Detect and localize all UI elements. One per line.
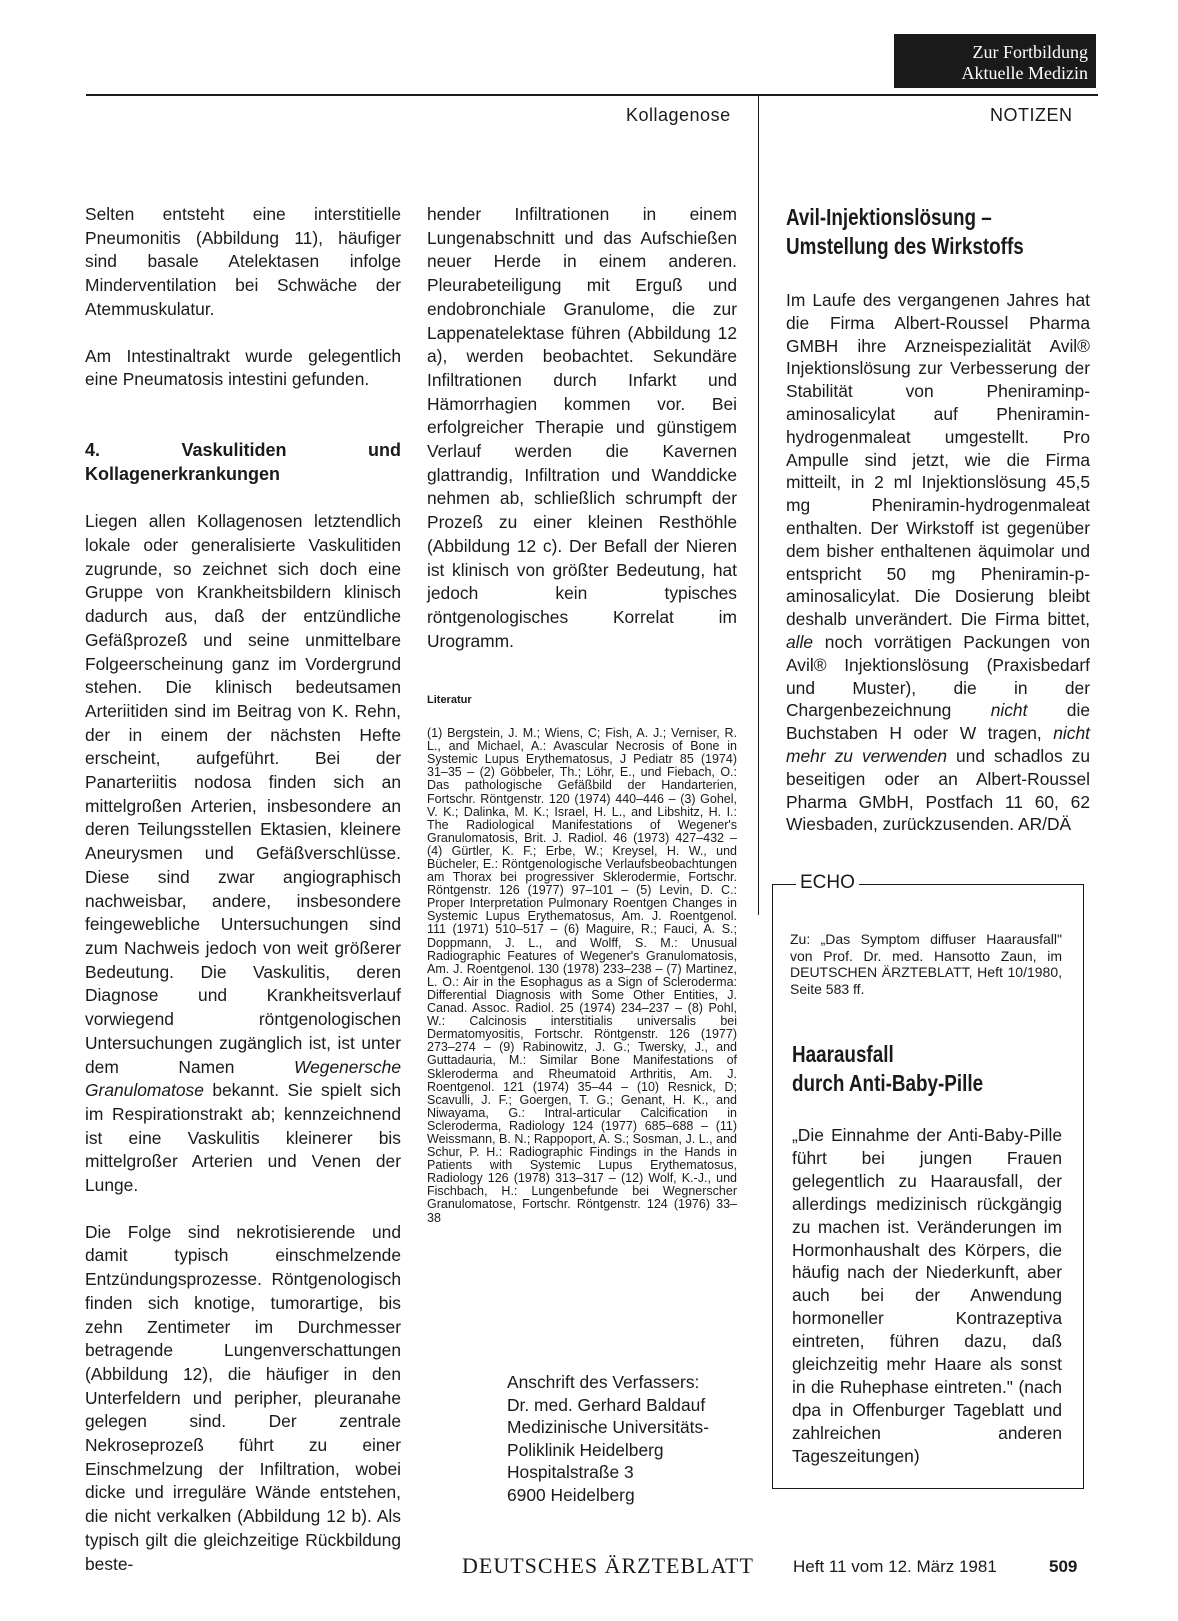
page-number: 509 <box>1049 1557 1078 1576</box>
notiz-headline-1: Avil-Injektionslösung – <box>786 204 992 230</box>
badge-line-2: Aktuelle Medizin <box>961 63 1088 83</box>
author-address: Anschrift des Verfassers: Dr. med. Gerhard Baldauf Medizinische Universitäts- Poliklinik Heidelberg Hospitalstraße 3 6900 Heidelberg <box>507 1372 709 1505</box>
running-head-right: NOTIZEN <box>990 105 1073 125</box>
notiz-body: Im Laufe des vergangenen Jahres hat die Firma Albert-Roussel Pharma GMBH ihre Arzneispezialität Avil® Injektionslösung zur Verbesserung der Stabilität von Pheniraminp-aminosalicylat auf Pheniramin-hydrogenmaleat umgestellt. Pro Ampulle sind jetzt, wie die Firma mitteilt, in 2 ml Injektionslösung 45,5 mg Pheniramin-hydrogenmaleat enthalten. Der Wirkstoff ist gegenüber dem bisher enthaltenen äquimolar und entspricht 50 mg Pheniramin-p-aminosalicylat. Die Dosierung bleibt deshalb unverändert. Die Firma bittet, alle noch vorrätigen Packungen von Avil® Injektionslösung (Praxisbedarf und Muster), die in der Chargenbezeichnung nicht die Buchstaben H oder W tragen, nicht mehr zu verwenden und schadlos zu beseitigen oder an Albert-Roussel Pharma GMbH, Postfach 11 60, 62 Wiesbaden, zurückzusenden. AR/DÄ <box>786 290 1090 835</box>
paragraph: Am Intestinaltrakt wurde gelegentlich eine Pneumatosis intestini gefunden. <box>85 345 401 390</box>
paragraph: Die Folge sind nekrotisierende und damit typisch einschmelzende Entzündungsprozesse. Röntgenologisch finden sich knotige, tumorartige, bis zehn Zentimeter im Durchmesser betragende Lungenverschattungen (Abbildung 12), die häufiger in den Unterfeldern und peripher, pleuranahe gelegen sind. Der zentrale Nekroseprozeß führt zu einer Einschmelzung der Infiltration, wobei dicke und irreguläre Wände entstehen, die nicht verkalken (Abbildung 12 b). Als typisch gilt die gleichzeitige Rückbildung beste- <box>85 1221 401 1574</box>
article-column-1 <box>85 203 401 1576</box>
notizen-column <box>786 203 1090 836</box>
running-head-left: Kollagenose <box>626 105 731 125</box>
article-column-2 <box>427 203 737 1225</box>
header-rule <box>86 94 1098 96</box>
column-divider <box>758 95 759 915</box>
section-badge <box>894 34 1096 88</box>
section-heading: 4. Vaskulitiden und Kollagenerkrankungen <box>85 439 401 484</box>
literature-heading: Literatur <box>427 694 472 707</box>
badge-line-1: Zur Fortbildung <box>972 42 1088 62</box>
paragraph: hender Infiltrationen in einem Lungenabschnitt und das Aufschießen neuer Herde in einem anderen. Pleurabeteiligung mit Erguß und endobronchiale Granulome, die zur Lappenatelektase führen (Abbildung 12 a), werden beobachtet. Sekundäre Infiltrationen durch Infarkt und Hämorrhagien kommen vor. Bei erfolgreicher Therapie und günstigem Verlauf werden die Kavernen glattrandig, Infiltration und Wanddicke nehmen ab, schließlich schrumpft der Prozeß zu einer kleinen Resthöhle (Abbildung 12 c). Der Befall der Nieren ist klinisch von größter Bedeutung, hat jedoch kein typisches röntgenologisches Korrelat im Urogramm. <box>427 204 737 651</box>
echo-label: ECHO <box>796 872 859 894</box>
paragraph: Selten entsteht eine interstitielle Pneumonitis (Abbildung 11), häufiger sind basale Atelektasen infolge Minderventilation bei Schwäche der Atemmuskulatur. <box>85 204 401 319</box>
paragraph: Liegen allen Kollagenosen letztendlich lokale oder generalisierte Vaskulitiden zugrunde, so zeichnet sich doch eine Gruppe von Krankheitsbildern klinisch dadurch aus, daß der entzündliche Gefäßprozeß und seine unmittelbare Folgeerscheinung ganz im Vordergrund stehen. Die klinisch bedeutsamen Arteriitiden sind im Beitrag von K. Rehn, der in einem der nächsten Hefte erscheint, aufgeführt. Bei der Panarteriitis nodosa finden sich an mittelgroßen Arterien, insbesondere an deren Teilungsstellen Ektasien, kleinere Aneurysmen und Gefäßverschlüsse. Diese sind zwar angiographisch nachweisbar, andere, insbesondere feingewebliche Untersuchungen sind zum Nachweis jedoch von weit größerer Bedeutung. Die Vaskulitis, deren Diagnose und Krankheitsverlauf vorwiegend röntgenologischen Untersuchungen zugänglich ist, ist unter dem Namen Wegenersche Granulomatose bekannt. Sie spielt sich im Respirationstrakt ab; kennzeichnend ist eine Vaskulitis kleinerer bis mittelgroßer Arterien und Venen der Lunge. <box>85 511 401 1196</box>
literature-list: (1) Bergstein, J. M.; Wiens, C; Fish, A. J.; Verniser, R. L., and Michael, A.: Avascular Necrosis of Bone in Systemic Lupus Erythematosus, J Pediatr 85 (1974) 31–35 – (2) Göbbeler, Th.; Löhr, E., und Fiebach, O.: Das pathologische Gefäßbild der Handarterien, Fortschr. Röntgenstr. 120 (1974) 440–446 – (3) Gohel, V. K.; Dalinka, M. K.; Israel, H. L., and Libshitz, H. I.: The Radiological Manifestations of Wegener's Granulomatosis, Brit. J. Radiol. 46 (1973) 427–432 – (4) Gürtler, K. F.; Erbe, W.; Kreysel, H. W., und Bücheler, E.: Röntgenologische Verlaufsbeobachtungen am Thorax bei progressiver Sklerodermie, Fortschr. Röntgenstr. 126 (1977) 97–101 – (5) Levin, D. C.: Proper Interpretation Pulmonary Roentgen Changes in Systemic Lupus Erythematosus, Am. J. Roentgenol. 111 (1971) 510–517 – (6) Maguire, R.; Fauci, A. S.; Doppmann, J. L., and Wolff, S. M.: Unusual Radiographic Features of Wegener's Granulomatosis, Am. J. Roentgenol. 130 (1978) 233–238 – (7) Martinez, L. O.: Air in the Esophagus as a Sign of Scleroderma: Differential Diagnosis with Some Other Entities, J. Canad. Assoc. Radiol. 25 (1974) 234–237 – (8) Pohl, W.: Calcinosis interstitialis universalis bei Dermatomyositis, Fortschr. Röntgenstr. 126 (1977) 273–274 – (9) Rabinowitz, J. G.; Twersky, J., and Guttadauria, M.: Similar Bone Manifestations of Skleroderma and Rheumatoid Arthritis, Am. J. Roentgenol. 121 (1974) 35–44 – (10) Resnick, D; Scavulli, J. F.; Goergen, T. G.; Genant, H. K., and Niwayama, G.: Intral-articular Calcification in Scleroderma, Radiology 124 (1977) 685–688 – (11) Weissmann, B. N.; Rappoport, A. S.; Sosman, J. L., and Schur, P. H.: Radiographic Findings in the Hands in Patients with Systemic Lupus Erythematosus, Radiology 126 (1978) 313–317 – (12) Wolf, K.-J., und Fischbach, H.: Lungenbefunde bei Wegnerscher Granulomatose, Fortschr. Röntgenstr. 124 (1976) 33–38 <box>427 726 737 1225</box>
echo-body: „Die Einnahme der Anti-Baby-Pille führt bei jungen Frauen gelegentlich zu Haarausfall, der allerdings medizinisch rückgängig zu machen ist. Veränderungen im Hormonhaushalt des Körpers, die häufig nach der Niederkunft, aber auch bei der Anwendung hormoneller Kontrazeptiva eintreten, führen dazu, daß gleichzeitig mehr Haare als sonst in die Ruhephase eintreten." (nach dpa in Offenburger Tageblatt und zahlreichen anderen Tageszeitungen) <box>792 1125 1062 1466</box>
echo-intro: Zu: „Das Symptom diffuser Haarausfall" von Prof. Dr. med. Hansotto Zaun, im DEUTSCHEN ÄRZTEBLATT, Heft 10/1980, Seite 583 ff. <box>790 931 1062 997</box>
echo-article <box>792 1040 1062 1468</box>
journal-name: DEUTSCHES ÄRZTEBLATT <box>462 1553 754 1578</box>
issue-info: Heft 11 vom 12. März 1981 <box>793 1557 997 1576</box>
echo-headline-2: durch Anti-Baby-Pille <box>792 1070 984 1096</box>
echo-headline-1: Haarausfall <box>792 1041 894 1067</box>
notiz-headline-2: Umstellung des Wirkstoffs <box>786 233 1024 259</box>
